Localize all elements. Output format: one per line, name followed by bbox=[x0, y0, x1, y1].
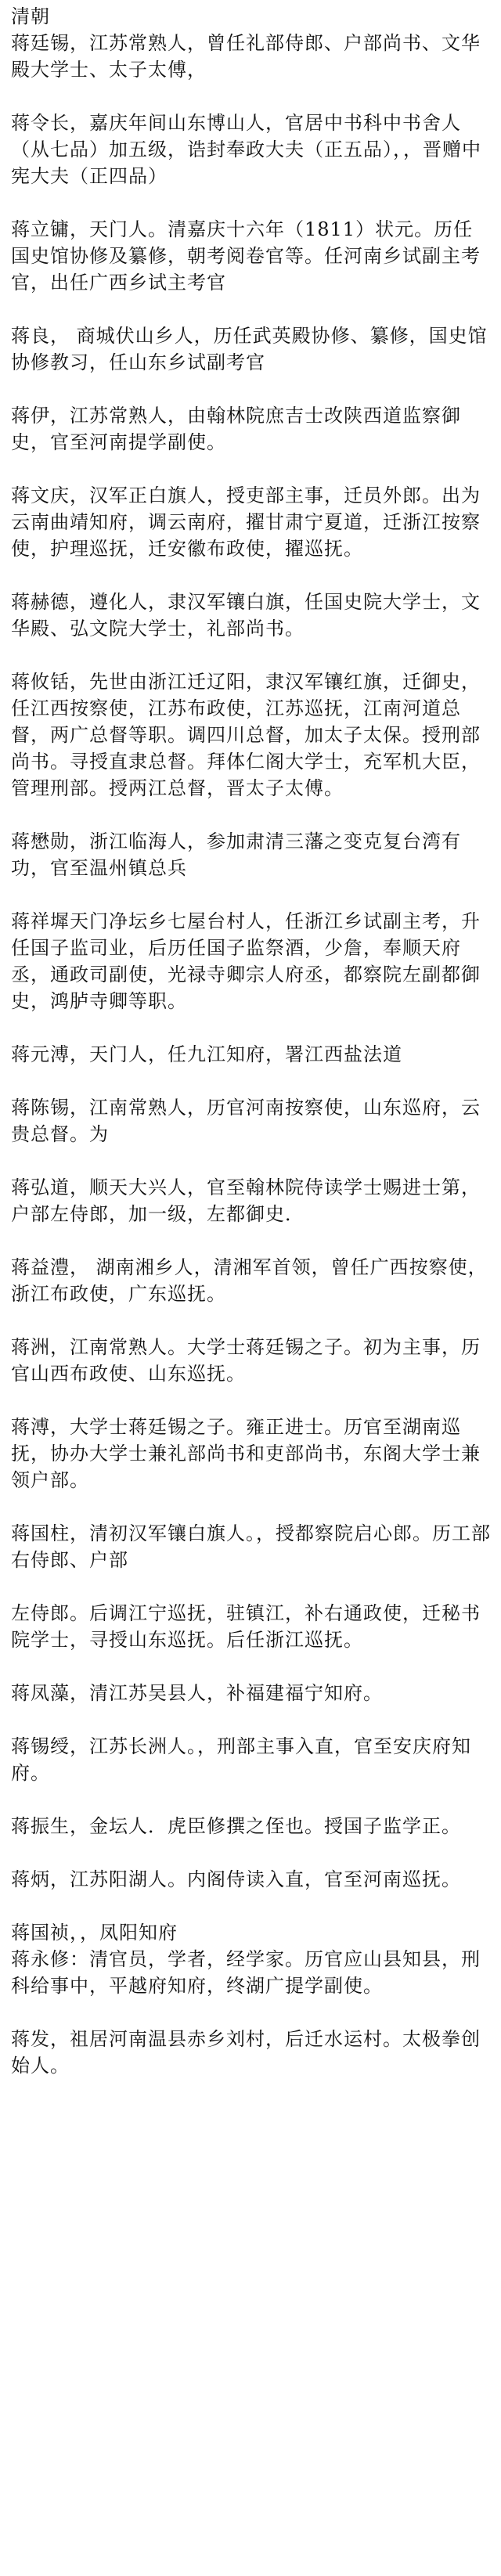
entry-paragraph: 蒋溥，大学士蒋廷锡之子。雍正进士。历官至湖南巡抚，协办大学士兼礼部尚书和吏部尚书，东阁大学士兼领户部。 bbox=[11, 1416, 481, 1491]
entry-paragraph: 蒋锡绶，江苏长洲人。，刑部主事入直，官至安庆府知府。 bbox=[11, 1735, 471, 1784]
entry-paragraph: 蒋弘道，顺天大兴人，官至翰林院侍读学士赐进士第，户部左侍郎，加一级，左都御史． bbox=[11, 1176, 481, 1225]
page-heading: 清朝 bbox=[11, 5, 50, 27]
entry-paragraph: 蒋振生，金坛人．虎臣修撰之侄也。授国子监学正。 bbox=[11, 1815, 461, 1837]
entry-paragraph: 蒋令长，嘉庆年间山东博山人，官居中书科中书舍人（从七品）加五级，诰封奉政大夫（正五品），，晋赠中宪大夫（正四品） bbox=[11, 112, 481, 187]
entry-paragraph: 蒋永修：清官员，学者，经学家。历官应山县知县，刑科给事中，平越府知府，终湖广提学副使。 bbox=[11, 1948, 481, 1997]
entry-paragraph: 蒋国柱，清初汉军镶白旗人。，授都察院启心郎。历工部右侍郎、户部 bbox=[11, 1522, 491, 1571]
entry-paragraph: 蒋廷锡，江苏常熟人，曾任礼部侍郎、户部尚书、文华殿大学士、太子太傅， bbox=[11, 32, 481, 81]
entry-paragraph: 蒋祥墀天门净坛乡七屋台村人，任浙江乡试副主考，升任国子监司业，后历任国子监祭酒，少詹，奉顺天府丞，通政司副使，光禄寺卿宗人府丞，都察院左副都御史，鸿胪寺卿等职。 bbox=[11, 910, 481, 1012]
entry-paragraph: 蒋陈锡，江南常熟人，历官河南按察使，山东巡府，云贵总督。为 bbox=[11, 1097, 481, 1145]
entry-paragraph: 蒋炳，江苏阳湖人。内阁侍读入直，官至河南巡抚。 bbox=[11, 1868, 461, 1890]
entry-paragraph: 蒋文庆，汉军正白旗人，授吏部主事，迁员外郎。出为云南曲靖知府，调云南府，擢甘肃宁夏道，迁浙江按察使，护理巡抚，迁安徽布政使，擢巡抚。 bbox=[11, 485, 481, 560]
entry-paragraph: 蒋立镛，天门人。清嘉庆十六年（1811）状元。历任国史馆协修及纂修，朝考阅卷官等。任河南乡试副主考官，出任广西乡试主考官 bbox=[11, 218, 481, 294]
entry-paragraph: 蒋元溥，天门人，任九江知府，署江西盐法道 bbox=[11, 1043, 402, 1065]
entry-paragraph: 蒋国祯，，凤阳知府 bbox=[11, 1922, 178, 1944]
entry-list bbox=[11, 30, 492, 2079]
entry-paragraph: 蒋伊，江苏常熟人，由翰林院庶吉士改陕西道监察御史，官至河南提学副使。 bbox=[11, 405, 461, 453]
entry-paragraph: 蒋凤藻，清江苏吴县人，补福建福宁知府。 bbox=[11, 1682, 383, 1704]
entry-paragraph: 蒋益澧， 湖南湘乡人，清湘军首领，曾任广西按察使，浙江布政使，广东巡抚。 bbox=[11, 1256, 488, 1305]
entry-paragraph: 蒋发，祖居河南温县赤乡刘村，后迁水运村。太极拳创始人。 bbox=[11, 2028, 481, 2077]
entry-paragraph: 蒋攸铦，先世由浙江迁辽阳，隶汉军镶红旗，迁御史，任江西按察使，江苏布政使，江苏巡抚，江南河道总督，两广总督等职。调四川总督，加太子太保。授刑部尚书。寻授直隶总督。拜体仁阁大学士，充军机大臣，管理刑部。授两江总督，晋太子太傅。 bbox=[11, 671, 481, 799]
entry-paragraph: 蒋良， 商城伏山乡人，历任武英殿协修、纂修，国史馆协修教习，任山东乡试副考官 bbox=[11, 325, 488, 373]
entry-paragraph: 蒋赫德，遵化人，隶汉军镶白旗，任国史院大学士，文华殿、弘文院大学士，礼部尚书。 bbox=[11, 591, 481, 639]
entry-paragraph: 蒋懋勋，浙江临海人，参加肃清三藩之变克复台湾有功，官至温州镇总兵 bbox=[11, 830, 461, 879]
entry-paragraph: 蒋洲，江南常熟人。大学士蒋廷锡之子。初为主事，历官山西布政使、山东巡抚。 bbox=[11, 1336, 481, 1385]
entry-paragraph: 左侍郎。后调江宁巡抚，驻镇江，补右通政使，迁秘书院学士，寻授山东巡抚。后任浙江巡抚。 bbox=[11, 1602, 481, 1651]
